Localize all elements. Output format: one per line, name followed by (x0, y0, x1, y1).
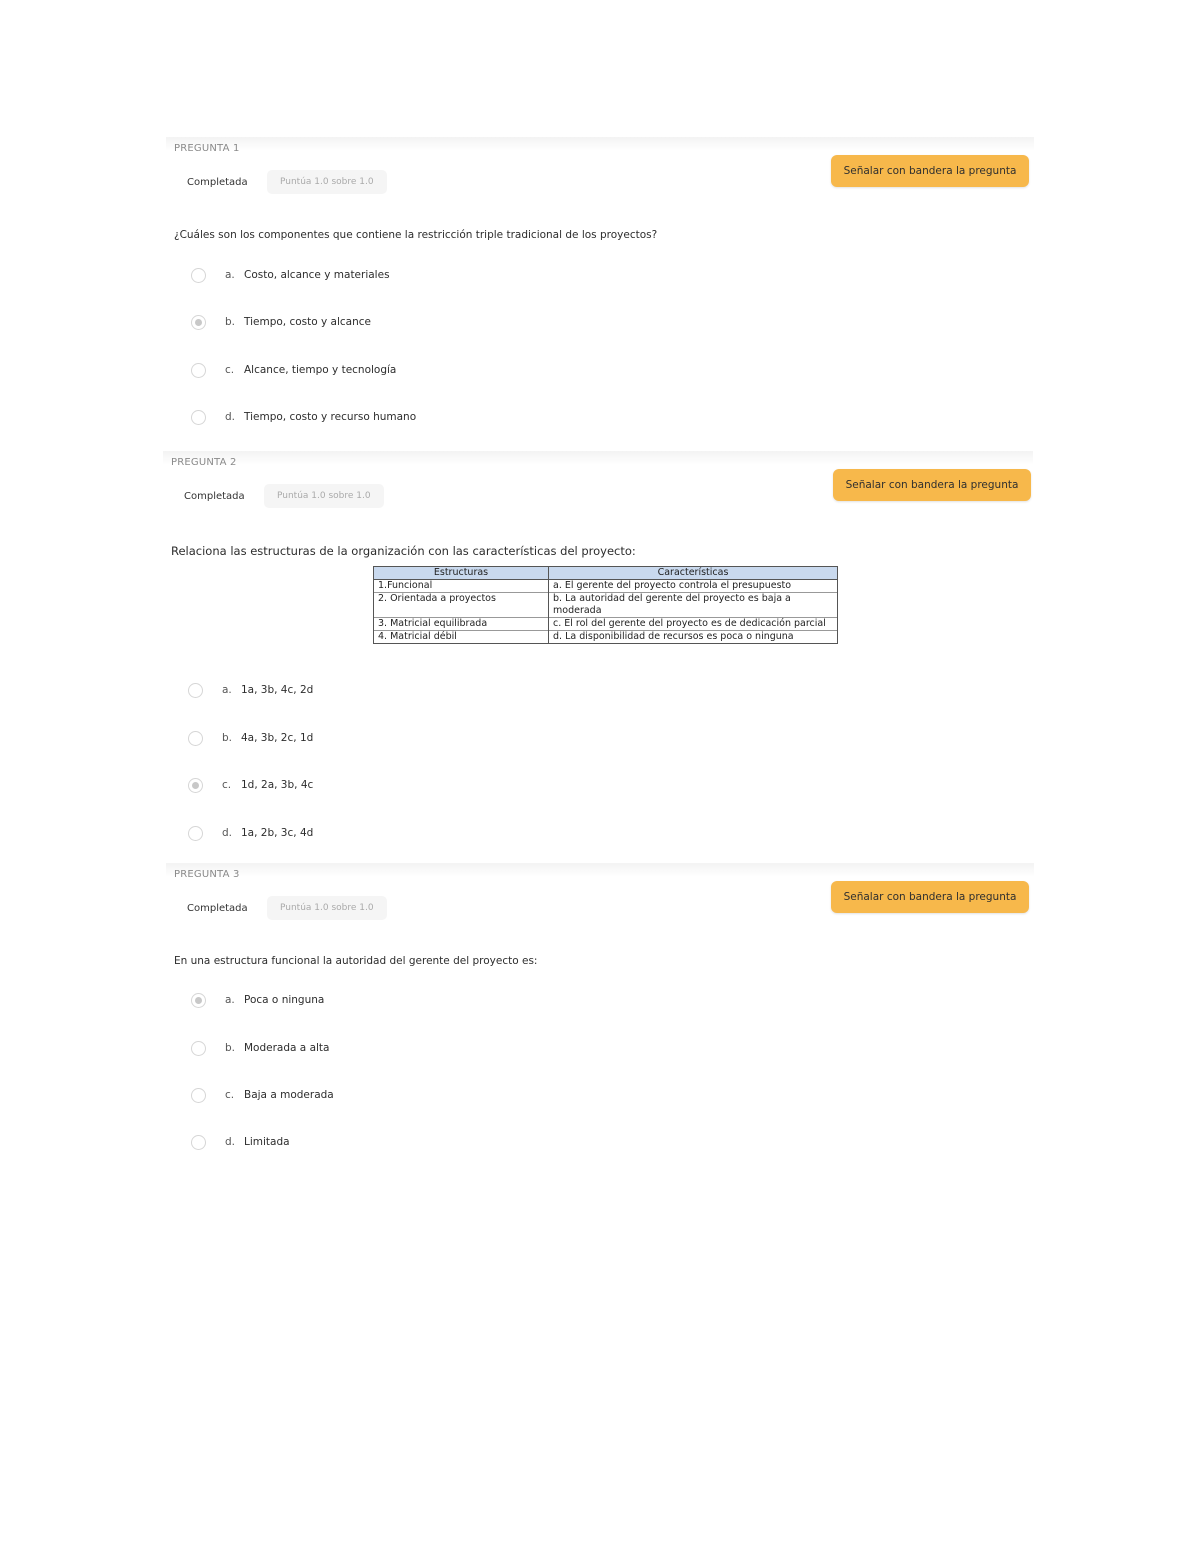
table-header-characteristics: Características (549, 567, 838, 580)
answer-option-d[interactable] (191, 1135, 591, 1155)
question-number: PREGUNTA 3 (174, 869, 240, 880)
question-score: Puntúa 1.0 sobre 1.0 (267, 170, 387, 194)
option-text: Baja a moderada (244, 1089, 334, 1101)
option-letter: b. (222, 732, 233, 744)
option-letter: b. (225, 1042, 236, 1054)
question-divider (166, 863, 1034, 877)
option-text: Costo, alcance y materiales (244, 269, 390, 281)
radio-button[interactable] (191, 1041, 206, 1056)
question-score: Puntúa 1.0 sobre 1.0 (264, 484, 384, 508)
question-status: Completada (187, 903, 248, 914)
radio-button-selected[interactable] (191, 993, 206, 1008)
question-text: En una estructura funcional la autoridad del gerente del proyecto es: (174, 955, 538, 967)
flag-question-button[interactable]: Señalar con bandera la pregunta (831, 881, 1029, 913)
question-text: Relaciona las estructuras de la organización con las características del proyecto: (171, 544, 636, 558)
table-cell: 2. Orientada a proyectos (374, 593, 549, 618)
answer-option-b[interactable] (191, 1041, 591, 1061)
option-text: 1a, 3b, 4c, 2d (241, 684, 314, 696)
option-letter: c. (222, 779, 232, 791)
answer-option-a[interactable] (191, 993, 591, 1013)
option-text: Limitada (244, 1136, 290, 1148)
table-cell: 4. Matricial débil (374, 631, 549, 644)
option-letter: a. (225, 994, 235, 1006)
table-cell: d. La disponibilidad de recursos es poca o ninguna (549, 631, 838, 644)
option-letter: c. (225, 1089, 235, 1101)
option-letter: d. (225, 411, 236, 423)
flag-question-button[interactable]: Señalar con bandera la pregunta (833, 469, 1031, 501)
question-status: Completada (184, 491, 245, 502)
question-score: Puntúa 1.0 sobre 1.0 (267, 896, 387, 920)
option-text: Poca o ninguna (244, 994, 325, 1006)
table-cell: b. La autoridad del gerente del proyecto es baja a moderada (549, 593, 838, 618)
option-text: Alcance, tiempo y tecnología (244, 364, 397, 376)
question-number: PREGUNTA 2 (171, 457, 237, 468)
question-number: PREGUNTA 1 (174, 143, 240, 154)
table-cell: 3. Matricial equilibrada (374, 618, 549, 631)
table-header-structures: Estructuras (374, 567, 549, 580)
flag-question-button[interactable]: Señalar con bandera la pregunta (831, 155, 1029, 187)
answer-option-c[interactable] (191, 1088, 591, 1108)
option-letter: c. (225, 364, 235, 376)
question-status: Completada (187, 177, 248, 188)
option-letter: a. (222, 684, 232, 696)
radio-button[interactable] (191, 1135, 206, 1150)
table-cell: c. El rol del gerente del proyecto es de dedicación parcial (549, 618, 838, 631)
option-text: 1d, 2a, 3b, 4c (241, 779, 314, 791)
option-text: 1a, 2b, 3c, 4d (241, 827, 314, 839)
table-cell: a. El gerente del proyecto controla el presupuesto (549, 580, 838, 593)
option-letter: d. (222, 827, 233, 839)
table-cell: 1.Funcional (374, 580, 549, 593)
option-letter: d. (225, 1136, 236, 1148)
question-text: ¿Cuáles son los componentes que contiene la restricción triple tradicional de los proyectos? (174, 229, 658, 241)
option-text: Tiempo, costo y recurso humano (244, 411, 417, 423)
option-text: Moderada a alta (244, 1042, 330, 1054)
option-text: Tiempo, costo y alcance (244, 316, 372, 328)
option-letter: a. (225, 269, 235, 281)
option-text: 4a, 3b, 2c, 1d (241, 732, 314, 744)
option-letter: b. (225, 316, 236, 328)
radio-button[interactable] (191, 1088, 206, 1103)
